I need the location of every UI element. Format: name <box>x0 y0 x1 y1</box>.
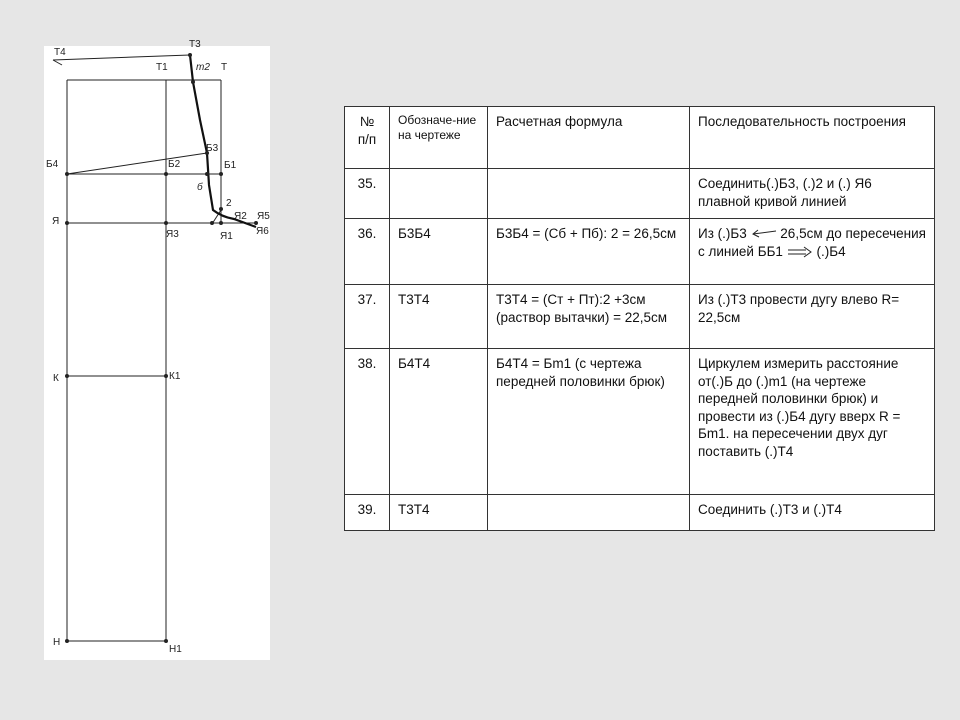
label-t: Т <box>221 62 228 73</box>
cell-num: 37. <box>345 285 390 349</box>
label-ya: Я <box>52 216 60 227</box>
double-arrow-right-icon <box>787 246 813 258</box>
header-sequence: Последовательность построения <box>690 107 935 169</box>
cell-sequence: Циркулем измерить расстояние от(.)Б до (.)m1 (на чертеже передней половинки брюк) и провести из (.)Б4 дугу вверх R = Бm1. на пересечении двух дуг поставить (.)Т4 <box>690 349 935 495</box>
cell-sequence: Из (.)Т3 провести дугу влево R= 22,5см <box>690 285 935 349</box>
cell-sequence <box>690 219 935 285</box>
label-t3: Т3 <box>189 39 201 50</box>
header-designation: Обозначе-ние на чертеже <box>390 107 488 169</box>
label-t4: Т4 <box>54 47 66 58</box>
short-tick-t4 <box>53 60 62 65</box>
cell-formula: Т3Т4 = (Ст + Пт):2 +3см (раствор вытачки) = 22,5см <box>488 285 690 349</box>
label-b4: Б4 <box>46 159 59 170</box>
cell-formula: Б3Б4 = (Сб + Пб): 2 = 26,5см <box>488 219 690 285</box>
cell-designation: Б3Б4 <box>390 219 488 285</box>
label-2: 2 <box>226 198 232 209</box>
table-row <box>345 285 935 349</box>
cell-num: 39. <box>345 495 390 531</box>
label-ya1: Я1 <box>220 231 233 242</box>
label-ya3: Я3 <box>166 229 179 240</box>
cell-designation <box>390 169 488 219</box>
sequence-part-b: 26,5см до пересечения с линией ББ1 <box>698 226 926 259</box>
label-t1: Т1 <box>156 62 168 73</box>
label-b3: Б3 <box>206 143 219 154</box>
cell-formula <box>488 169 690 219</box>
cell-designation: Т3Т4 <box>390 495 488 531</box>
label-ya5: Я5 <box>257 211 270 222</box>
cell-sequence: Соединить (.)Т3 и (.)Т4 <box>690 495 935 531</box>
label-b: б <box>197 182 203 193</box>
side-seam-curve <box>190 55 256 227</box>
header-formula: Расчетная формула <box>488 107 690 169</box>
table-row <box>345 349 935 495</box>
sequence-part-a: Из (.)Б3 <box>698 226 747 241</box>
cell-designation: Т3Т4 <box>390 285 488 349</box>
b4-b3-line <box>67 153 207 174</box>
construction-steps-table <box>344 106 935 531</box>
label-n1: Н1 <box>169 644 182 655</box>
label-ya2: Я2 <box>234 211 247 222</box>
arrow-left-icon <box>751 229 777 239</box>
sequence-part-c: (.)Б4 <box>816 243 846 259</box>
cell-formula: Б4Т4 = Бm1 (с чертежа передней половинки брюк) <box>488 349 690 495</box>
table-row <box>345 169 935 219</box>
cell-num: 35. <box>345 169 390 219</box>
cell-formula <box>488 495 690 531</box>
header-num: № п/п <box>345 107 390 169</box>
cell-sequence: Соединить(.)Б3, (.)2 и (.) Я6 плавной кривой линией <box>690 169 935 219</box>
label-b2: Б2 <box>168 159 181 170</box>
label-k: К <box>53 373 59 384</box>
cell-num: 36. <box>345 219 390 285</box>
table-row <box>345 495 935 531</box>
table-row <box>345 219 935 285</box>
t4-t3-line <box>53 55 190 60</box>
label-m2: m2 <box>196 62 210 73</box>
label-b1: Б1 <box>224 160 237 171</box>
table-header-row <box>345 107 935 169</box>
label-k1: К1 <box>169 371 181 382</box>
cell-designation: Б4Т4 <box>390 349 488 495</box>
cell-num: 38. <box>345 349 390 495</box>
label-n: Н <box>53 637 61 648</box>
label-ya6: Я6 <box>256 226 269 237</box>
